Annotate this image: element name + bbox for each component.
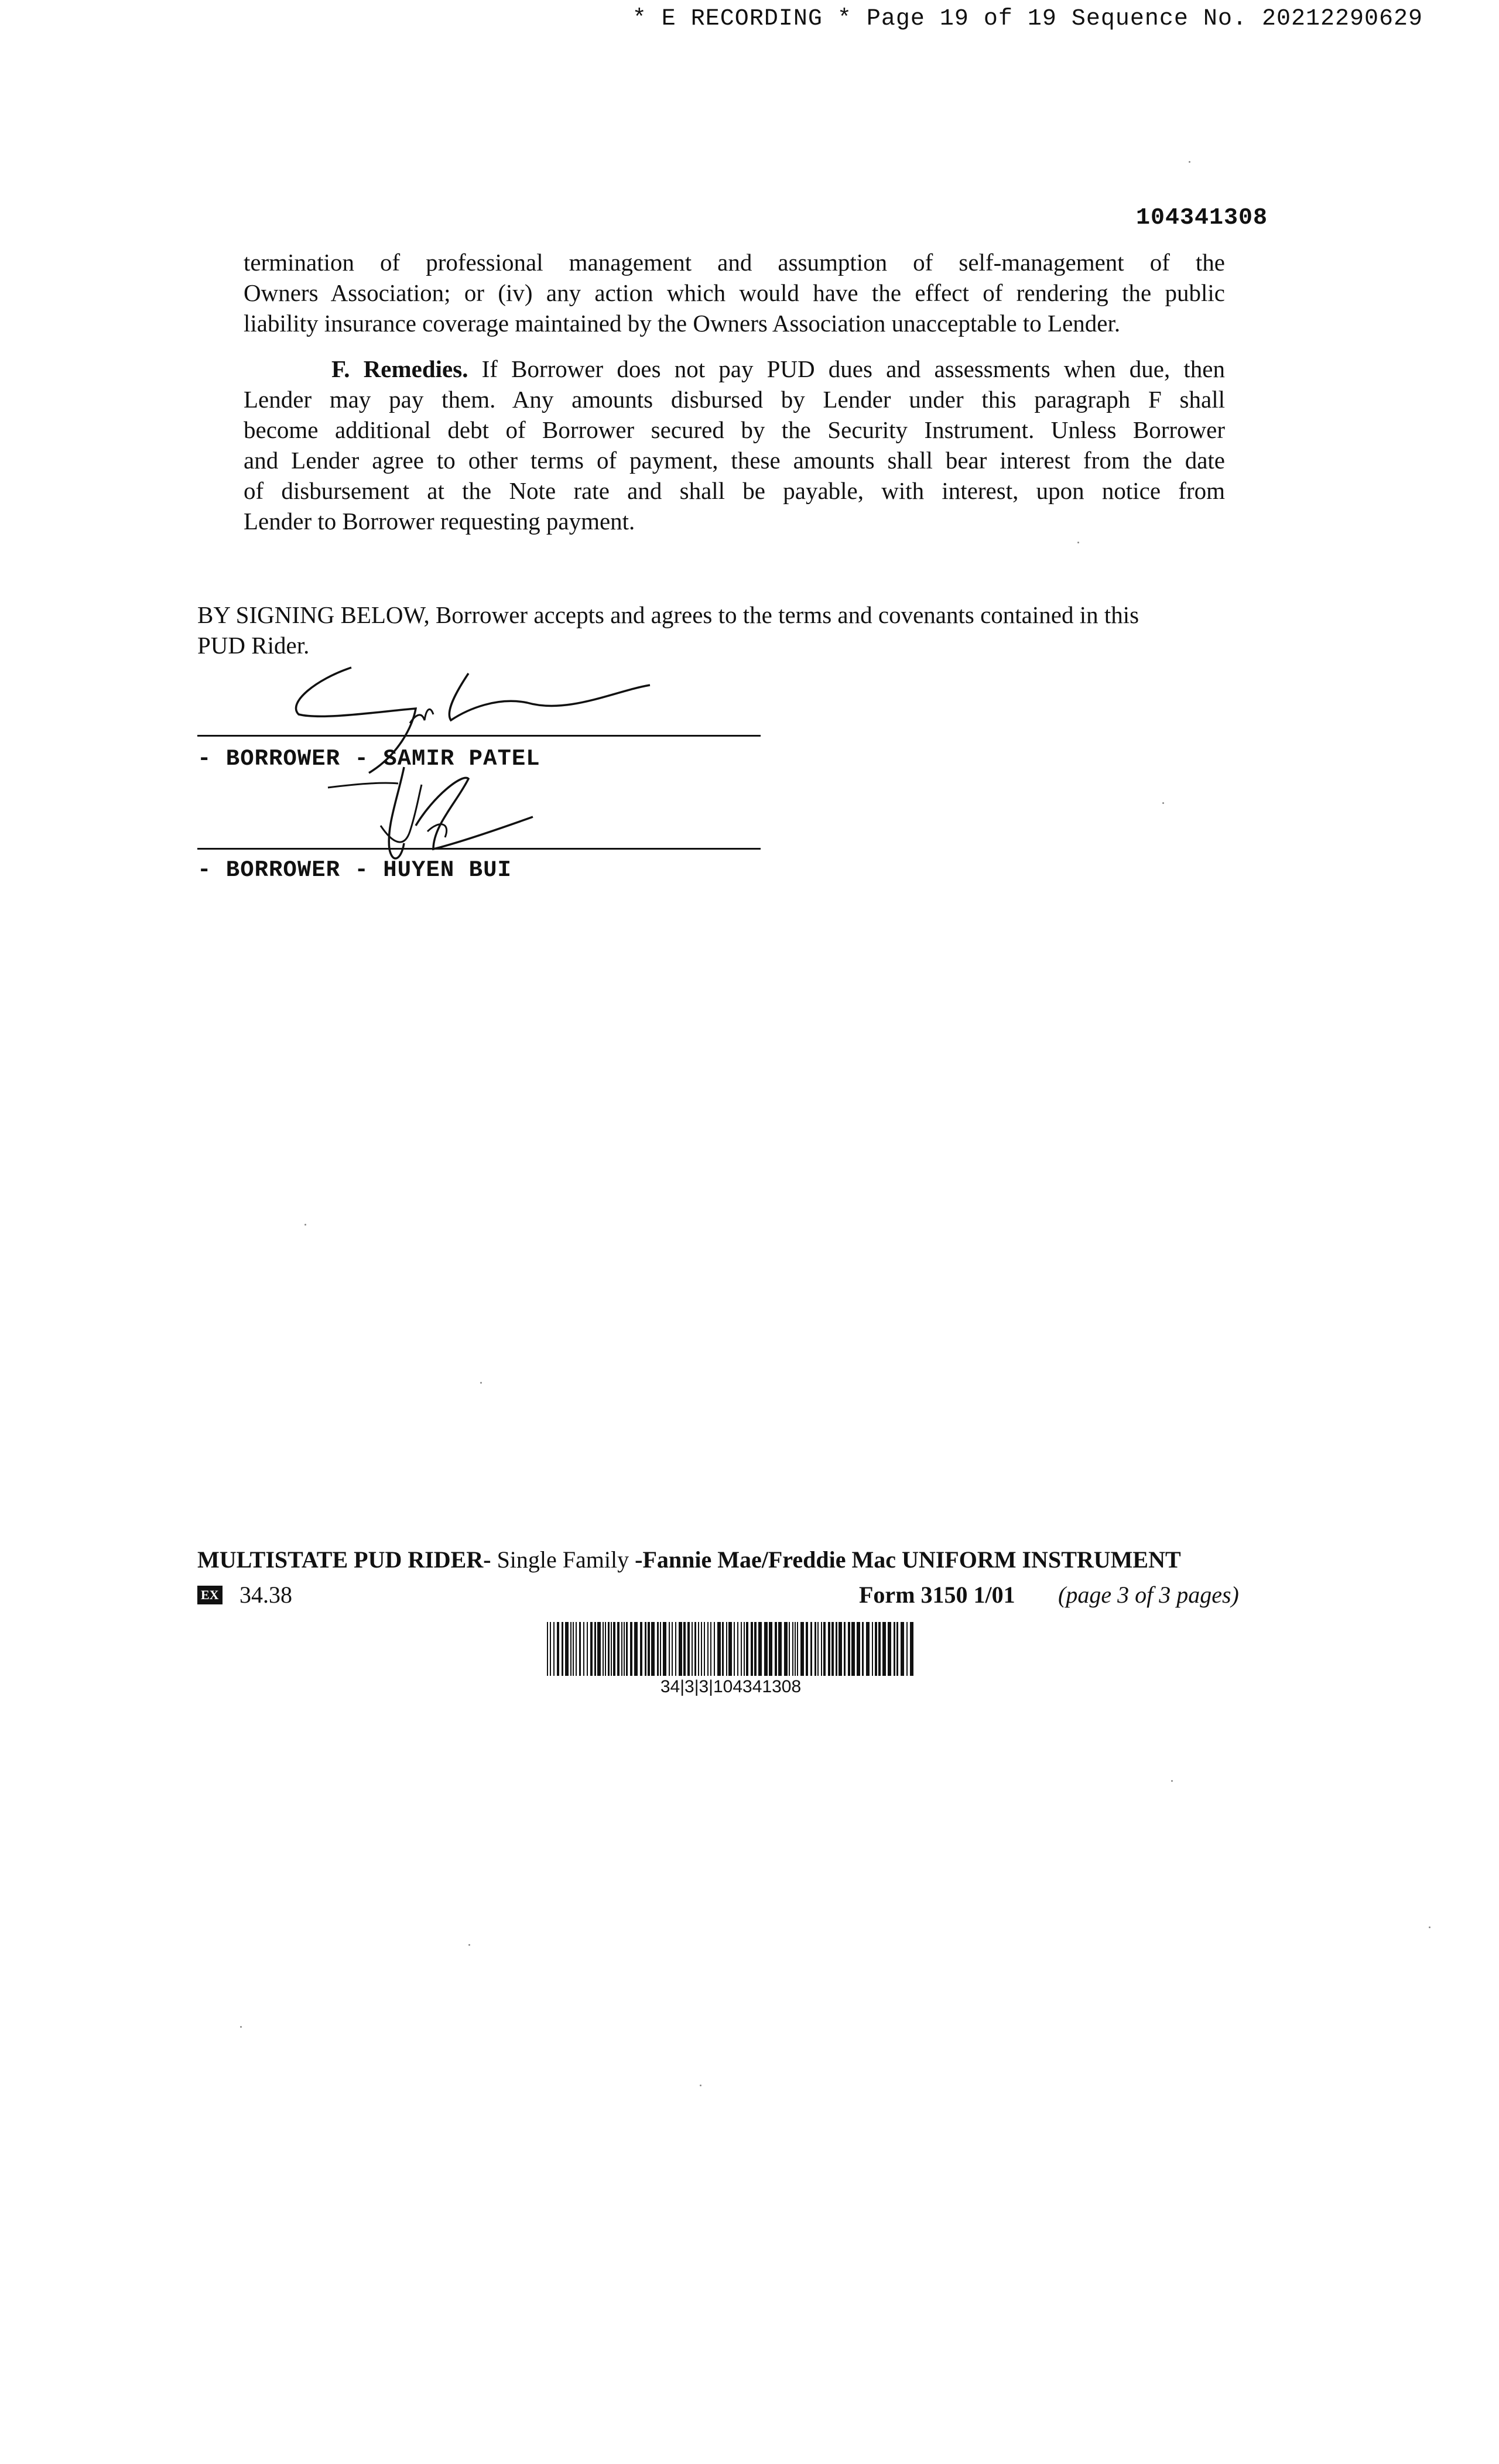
- scan-speck: [1162, 802, 1164, 804]
- barcode-bar: [851, 1622, 855, 1676]
- barcode-bar: [754, 1622, 757, 1676]
- barcode-bar: [663, 1622, 666, 1676]
- barcode-bar: [741, 1622, 742, 1676]
- form-version: 34.38: [239, 1582, 292, 1608]
- barcode-bar: [626, 1622, 628, 1676]
- barcode-bar: [910, 1622, 913, 1676]
- barcode-bar: [617, 1622, 620, 1676]
- barcode-bar: [570, 1622, 571, 1676]
- barcode-bar: [587, 1622, 588, 1676]
- barcode-bar: [726, 1622, 727, 1676]
- form-number: Form 3150 1/01: [859, 1582, 1015, 1608]
- barcode-bar: [707, 1622, 709, 1676]
- barcode-bar: [806, 1622, 808, 1676]
- borrower-label-2: - BORROWER - HUYEN BUI: [197, 857, 512, 883]
- barcode-bar: [640, 1622, 642, 1676]
- paragraph-first-line: [244, 354, 1225, 384]
- barcode-bar: [675, 1622, 676, 1676]
- ex-logo-icon: EX: [197, 1586, 223, 1604]
- barcode-bar: [789, 1622, 790, 1676]
- barcode-bar: [888, 1622, 891, 1676]
- paragraph-line: become additional debt of Borrower secured by the Security Instrument. Unless Borrower: [244, 416, 1225, 443]
- barcode-bar: [800, 1622, 804, 1676]
- barcode-bar: [784, 1622, 788, 1676]
- barcode-bar: [557, 1622, 559, 1676]
- barcode-bar: [722, 1622, 724, 1676]
- barcode-bar: [734, 1622, 735, 1676]
- barcode-bar: [778, 1622, 782, 1676]
- barcode-bar: [550, 1622, 551, 1676]
- barcode-bar: [751, 1622, 753, 1676]
- barcode-bar: [878, 1622, 881, 1676]
- scan-speck: [700, 2085, 701, 2086]
- barcode-bar: [901, 1622, 904, 1676]
- barcode-bar: [896, 1622, 898, 1676]
- signature-line-2: [197, 848, 761, 850]
- scan-speck: [1171, 1780, 1173, 1782]
- barcode-bar: [660, 1622, 661, 1676]
- barcode-bar: [634, 1622, 638, 1676]
- barcode-bar: [862, 1622, 864, 1676]
- form-title: [197, 1546, 1181, 1573]
- barcode-bar: [672, 1622, 673, 1676]
- barcode-bar: [679, 1622, 682, 1676]
- barcode-bar: [648, 1622, 650, 1676]
- barcode-bar: [828, 1622, 830, 1676]
- barcode-bar: [597, 1622, 601, 1676]
- barcode-bar: [562, 1622, 563, 1676]
- form-footer-row: [197, 1581, 1269, 1611]
- barcode-bar: [810, 1622, 812, 1676]
- barcode-bar: [797, 1622, 798, 1676]
- barcode-bar: [875, 1622, 877, 1676]
- barcode-bar: [764, 1622, 768, 1676]
- barcode-bar: [687, 1622, 690, 1676]
- paragraph-remedies: [244, 354, 1225, 536]
- paragraph-line: of disbursement at the Note rate and shall be payable, with interest, upon notice from: [244, 477, 1225, 504]
- barcode-bar: [701, 1622, 702, 1676]
- barcode-bar: [657, 1622, 659, 1676]
- barcode-bar: [836, 1622, 837, 1676]
- barcode-bar: [839, 1622, 842, 1676]
- barcode-bar: [613, 1622, 615, 1676]
- barcode-bar: [737, 1622, 738, 1676]
- barcode-bar: [603, 1622, 604, 1676]
- barcode-bar: [844, 1622, 846, 1676]
- barcode-bar: [651, 1622, 655, 1676]
- barcode-bar: [645, 1622, 646, 1676]
- barcode-bar: [894, 1622, 895, 1676]
- scan-speck: [304, 1224, 306, 1226]
- paragraph-termination: [244, 247, 1225, 338]
- barcode-bar: [758, 1622, 762, 1676]
- barcode-bar: [692, 1622, 693, 1676]
- barcode-bar: [624, 1622, 625, 1676]
- scan-speck: [468, 1944, 470, 1946]
- barcode-bar: [831, 1622, 834, 1676]
- barcode-bar: [882, 1622, 886, 1676]
- barcode-bar: [775, 1622, 777, 1676]
- barcode-bar: [611, 1622, 612, 1676]
- signing-intro-line2: PUD Rider.: [197, 632, 310, 659]
- barcode-bar: [744, 1622, 745, 1676]
- paragraph-line: and Lender agree to other terms of payment, these amounts shall bear interest from the date: [244, 447, 1225, 474]
- borrower-label-1: - BORROWER - SAMIR PATEL: [197, 746, 540, 772]
- form-title-part1: MULTISTATE PUD RIDER-: [197, 1546, 491, 1573]
- paragraph-line: Lender to Borrower requesting payment.: [244, 508, 635, 535]
- barcode-bar: [621, 1622, 622, 1676]
- barcode-bar: [746, 1622, 748, 1676]
- barcode-bar: [579, 1622, 581, 1676]
- scan-speck: [480, 1382, 482, 1384]
- barcode-bar: [683, 1622, 686, 1676]
- barcode-bar: [817, 1622, 819, 1676]
- barcode-bar: [590, 1622, 593, 1676]
- scan-speck: [1077, 542, 1079, 543]
- barcode: [547, 1622, 915, 1676]
- paragraph-line: liability insurance coverage maintained by the Owners Association unacceptable to Lender.: [244, 310, 1121, 337]
- remedies-first-line-text: If Borrower does not pay PUD dues and assessments when due, then: [481, 355, 1225, 382]
- barcode-bar: [576, 1622, 577, 1676]
- loan-number: 104341308: [1135, 205, 1268, 231]
- form-title-part2: Single Family: [491, 1546, 635, 1573]
- recording-header: * E RECORDING * Page 19 of 19 Sequence No. 20212290629: [632, 6, 1423, 32]
- barcode-bar: [669, 1622, 670, 1676]
- paragraph-line: Owners Association; or (iv) any action which would have the effect of rendering the public: [244, 279, 1225, 306]
- page-count: (page 3 of 3 pages): [1058, 1582, 1239, 1608]
- barcode-bar: [704, 1622, 705, 1676]
- barcode-bar: [583, 1622, 584, 1676]
- barcode-bar: [728, 1622, 732, 1676]
- barcode-bar: [872, 1622, 873, 1676]
- barcode-bar: [594, 1622, 596, 1676]
- barcode-bar: [630, 1622, 632, 1676]
- signing-intro-line1: BY SIGNING BELOW, Borrower accepts and agrees to the terms and covenants contained in this: [197, 601, 1139, 628]
- barcode-bar: [605, 1622, 606, 1676]
- barcode-bar: [906, 1622, 908, 1676]
- barcode-bar: [608, 1622, 610, 1676]
- barcode-bar: [857, 1622, 860, 1676]
- barcode-bar: [547, 1622, 548, 1676]
- barcode-bar: [565, 1622, 569, 1676]
- barcode-bar: [823, 1622, 826, 1676]
- barcode-bar: [769, 1622, 772, 1676]
- barcode-bar: [694, 1622, 696, 1676]
- barcode-bar: [710, 1622, 711, 1676]
- form-title-part3: -Fannie Mae/Freddie Mac UNIFORM INSTRUMENT: [635, 1546, 1181, 1573]
- signature-line-1: [197, 735, 761, 737]
- barcode-text: 34|3|3|104341308: [660, 1677, 802, 1696]
- scan-speck: [1429, 1926, 1430, 1928]
- barcode-bar: [553, 1622, 555, 1676]
- barcode-bar: [698, 1622, 699, 1676]
- scan-speck: [240, 2026, 242, 2028]
- barcode-bar: [717, 1622, 721, 1676]
- barcode-bar: [866, 1622, 870, 1676]
- paragraph-line: termination of professional management and assumption of self-management of the: [244, 249, 1225, 276]
- signing-intro: [197, 600, 1269, 661]
- barcode-bar: [714, 1622, 715, 1676]
- barcode-bar: [814, 1622, 816, 1676]
- barcode-bar: [792, 1622, 793, 1676]
- paragraph-line: Lender may pay them. Any amounts disbursed by Lender under this paragraph F shall: [244, 386, 1225, 413]
- remedies-heading: F. Remedies.: [331, 355, 468, 382]
- scan-speck: [1189, 161, 1190, 163]
- barcode-bar: [821, 1622, 822, 1676]
- barcode-bar: [848, 1622, 850, 1676]
- barcode-bar: [795, 1622, 796, 1676]
- barcode-bar: [573, 1622, 574, 1676]
